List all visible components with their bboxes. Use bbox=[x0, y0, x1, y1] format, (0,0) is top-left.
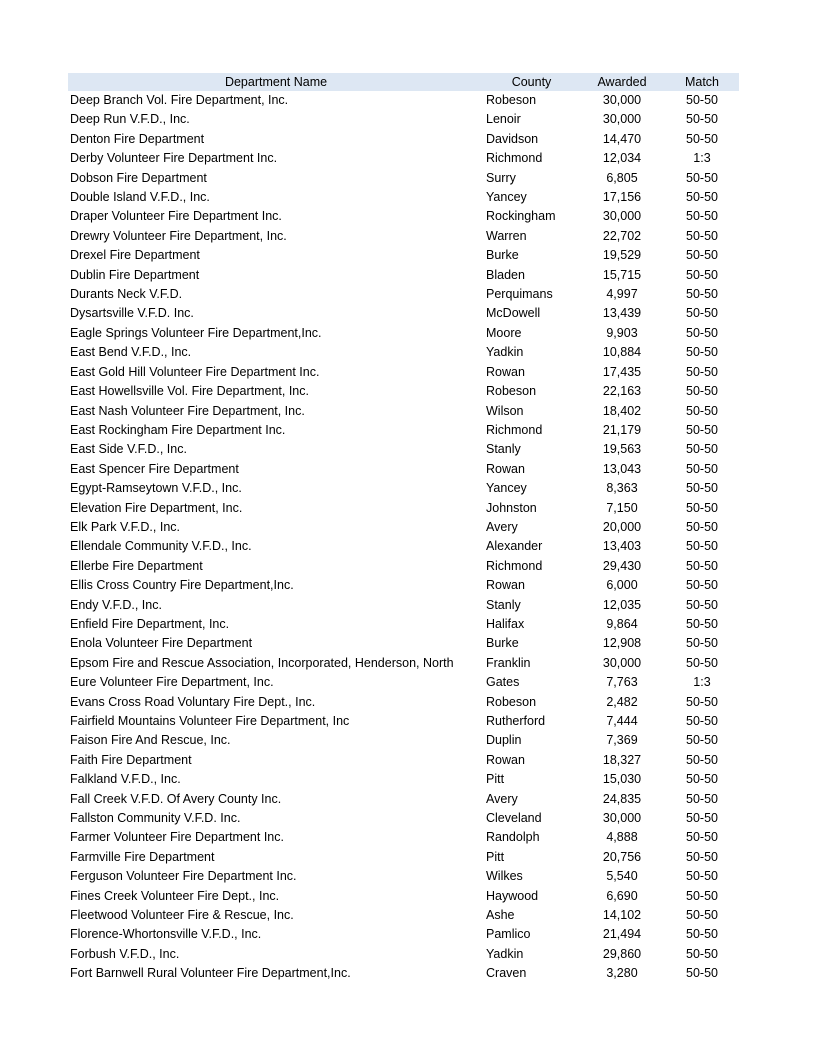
county-cell: Rowan bbox=[486, 461, 525, 476]
match-cell: 50-50 bbox=[686, 849, 718, 864]
table-row bbox=[68, 576, 739, 595]
header-awarded: Awarded bbox=[597, 75, 647, 89]
table-row bbox=[68, 499, 739, 518]
county-cell: Robeson bbox=[486, 694, 537, 709]
department-name-cell: Enola Volunteer Fire Department bbox=[70, 636, 253, 651]
table-row bbox=[68, 421, 739, 440]
table-row bbox=[68, 634, 739, 653]
department-name-cell: East Howellsville Vol. Fire Department, Inc. bbox=[70, 384, 309, 399]
match-cell: 50-50 bbox=[686, 655, 718, 670]
match-cell: 50-50 bbox=[686, 306, 718, 321]
table-row bbox=[68, 304, 739, 323]
match-cell: 50-50 bbox=[686, 539, 718, 554]
awarded-cell: 30,000 bbox=[602, 93, 642, 107]
county-cell: Duplin bbox=[486, 733, 522, 748]
department-name-cell: Eagle Springs Volunteer Fire Department,Inc. bbox=[70, 325, 322, 340]
match-cell: 50-50 bbox=[686, 966, 718, 981]
match-cell: 50-50 bbox=[686, 267, 718, 282]
table-row bbox=[68, 654, 739, 673]
table-row bbox=[68, 91, 739, 110]
county-cell: Rowan bbox=[486, 364, 525, 379]
county-cell: Craven bbox=[486, 966, 527, 981]
county-cell: Davidson bbox=[486, 131, 539, 146]
awarded-cell: 6,690 bbox=[606, 888, 638, 903]
county-cell: Moore bbox=[486, 325, 522, 340]
county-cell: Yancey bbox=[486, 190, 527, 205]
county-cell: Gates bbox=[486, 675, 520, 690]
department-name-cell: East Bend V.F.D., Inc. bbox=[70, 345, 192, 360]
table-row bbox=[68, 673, 739, 692]
table-row bbox=[68, 867, 739, 886]
table-row bbox=[68, 731, 739, 750]
match-cell: 50-50 bbox=[686, 830, 718, 845]
table-row bbox=[68, 110, 739, 129]
table-row bbox=[68, 130, 739, 149]
department-name-cell: Evans Cross Road Voluntary Fire Dept., Inc. bbox=[70, 694, 316, 709]
awarded-cell: 30,000 bbox=[602, 811, 642, 826]
match-cell: 50-50 bbox=[686, 733, 718, 748]
department-name-cell: Fort Barnwell Rural Volunteer Fire Department,Inc. bbox=[70, 966, 351, 981]
header-row bbox=[68, 73, 739, 91]
department-name-cell: Falkland V.F.D., Inc. bbox=[70, 772, 181, 787]
department-name-cell: Drexel Fire Department bbox=[70, 248, 200, 263]
match-cell: 50-50 bbox=[686, 869, 718, 884]
awarded-cell: 4,888 bbox=[606, 830, 638, 845]
table-row bbox=[68, 343, 739, 362]
awarded-cell: 15,030 bbox=[602, 772, 642, 787]
department-name-cell: Farmville Fire Department bbox=[70, 849, 215, 864]
table-row bbox=[68, 169, 739, 188]
match-cell: 50-50 bbox=[686, 597, 718, 612]
awarded-cell: 30,000 bbox=[602, 655, 642, 670]
match-cell: 50-50 bbox=[686, 772, 718, 787]
county-cell: Alexander bbox=[486, 539, 543, 554]
awarded-cell: 22,163 bbox=[602, 384, 642, 399]
awarded-cell: 15,715 bbox=[602, 267, 642, 282]
match-cell: 50-50 bbox=[686, 112, 718, 127]
county-cell: Perquimans bbox=[486, 287, 553, 302]
awarded-cell: 18,402 bbox=[602, 403, 642, 418]
table-row bbox=[68, 906, 739, 925]
match-cell: 50-50 bbox=[686, 209, 718, 224]
department-name-cell: Draper Volunteer Fire Department Inc. bbox=[70, 209, 282, 224]
table-row bbox=[68, 770, 739, 789]
county-cell: Wilkes bbox=[486, 869, 523, 884]
county-cell: Rowan bbox=[486, 752, 525, 767]
awarded-cell: 7,763 bbox=[606, 675, 638, 690]
awarded-cell: 30,000 bbox=[602, 209, 642, 224]
awarded-cell: 18,327 bbox=[602, 752, 642, 767]
match-cell: 50-50 bbox=[686, 616, 718, 631]
table-body bbox=[68, 91, 739, 984]
table-row bbox=[68, 887, 739, 906]
awarded-cell: 12,908 bbox=[602, 636, 642, 651]
awarded-cell: 8,363 bbox=[606, 481, 638, 496]
awarded-cell: 10,884 bbox=[602, 345, 642, 360]
county-cell: Richmond bbox=[486, 151, 543, 166]
department-name-cell: Endy V.F.D., Inc. bbox=[70, 597, 162, 612]
table-row bbox=[68, 790, 739, 809]
county-cell: Burke bbox=[486, 248, 519, 263]
table-row bbox=[68, 964, 739, 983]
match-cell: 50-50 bbox=[686, 403, 718, 418]
county-cell: Franklin bbox=[486, 655, 531, 670]
table-row bbox=[68, 479, 739, 498]
county-cell: Yadkin bbox=[486, 946, 524, 961]
county-cell: Lenoir bbox=[486, 112, 521, 127]
department-name-cell: Fines Creek Volunteer Fire Dept., Inc. bbox=[70, 888, 280, 903]
awarded-cell: 3,280 bbox=[606, 966, 638, 981]
county-cell: Robeson bbox=[486, 93, 537, 107]
department-name-cell: Deep Run V.F.D., Inc. bbox=[70, 112, 190, 127]
awarded-cell: 19,529 bbox=[602, 248, 642, 263]
department-name-cell: Forbush V.F.D., Inc. bbox=[70, 946, 180, 961]
awarded-cell: 7,150 bbox=[606, 500, 638, 515]
county-cell: Randolph bbox=[486, 830, 540, 845]
department-name-cell: Durants Neck V.F.D. bbox=[70, 287, 183, 302]
county-cell: Yancey bbox=[486, 481, 527, 496]
table-row bbox=[68, 809, 739, 828]
county-cell: Cleveland bbox=[486, 811, 542, 826]
county-cell: Yadkin bbox=[486, 345, 524, 360]
awarded-cell: 4,997 bbox=[606, 287, 638, 302]
match-cell: 50-50 bbox=[686, 811, 718, 826]
table-header bbox=[68, 73, 739, 91]
awarded-cell: 7,444 bbox=[606, 714, 638, 728]
county-cell: Stanly bbox=[486, 597, 521, 612]
table-row bbox=[68, 693, 739, 712]
department-name-cell: Elk Park V.F.D., Inc. bbox=[70, 519, 180, 534]
match-cell: 50-50 bbox=[686, 519, 718, 534]
county-cell: Bladen bbox=[486, 267, 525, 282]
department-name-cell: Drewry Volunteer Fire Department, Inc. bbox=[70, 228, 287, 243]
awarded-cell: 29,430 bbox=[602, 558, 642, 573]
match-cell: 50-50 bbox=[686, 946, 718, 961]
department-name-cell: Dobson Fire Department bbox=[70, 170, 207, 185]
department-name-cell: Fall Creek V.F.D. Of Avery County Inc. bbox=[70, 791, 282, 806]
department-name-cell: Fleetwood Volunteer Fire & Rescue, Inc. bbox=[70, 908, 294, 923]
awarded-cell: 21,179 bbox=[602, 422, 642, 437]
department-name-cell: Derby Volunteer Fire Department Inc. bbox=[70, 151, 278, 166]
department-name-cell: Enfield Fire Department, Inc. bbox=[70, 616, 230, 631]
match-cell: 50-50 bbox=[686, 694, 718, 709]
match-cell: 50-50 bbox=[686, 384, 718, 399]
table-row bbox=[68, 324, 739, 343]
header-department-name: Department Name bbox=[224, 75, 328, 89]
table-row bbox=[68, 382, 739, 401]
match-cell: 50-50 bbox=[686, 500, 718, 515]
header-match: Match bbox=[684, 75, 720, 89]
department-name-cell: Ferguson Volunteer Fire Department Inc. bbox=[70, 869, 297, 884]
awarded-cell: 17,435 bbox=[602, 364, 642, 379]
match-cell: 1:3 bbox=[693, 675, 711, 690]
table-row bbox=[68, 402, 739, 421]
table-row bbox=[68, 945, 739, 964]
match-cell: 1:3 bbox=[693, 151, 711, 166]
awarded-cell: 14,102 bbox=[602, 908, 642, 923]
department-name-cell: Ellis Cross Country Fire Department,Inc. bbox=[70, 578, 294, 593]
awarded-cell: 17,156 bbox=[602, 190, 642, 205]
table-row bbox=[68, 246, 739, 265]
table-row bbox=[68, 518, 739, 537]
match-cell: 50-50 bbox=[686, 636, 718, 651]
department-name-cell: East Side V.F.D., Inc. bbox=[70, 442, 187, 457]
match-cell: 50-50 bbox=[686, 228, 718, 243]
awarded-cell: 13,403 bbox=[602, 539, 642, 554]
match-cell: 50-50 bbox=[686, 325, 718, 340]
county-cell: Rutherford bbox=[486, 714, 546, 728]
table-row bbox=[68, 828, 739, 847]
match-cell: 50-50 bbox=[686, 442, 718, 457]
match-cell: 50-50 bbox=[686, 190, 718, 205]
awarded-cell: 6,000 bbox=[606, 578, 638, 593]
awarded-cell: 19,563 bbox=[602, 442, 642, 457]
awarded-cell: 12,035 bbox=[602, 597, 642, 612]
awarded-cell: 12,034 bbox=[602, 151, 642, 166]
match-cell: 50-50 bbox=[686, 248, 718, 263]
match-cell: 50-50 bbox=[686, 752, 718, 767]
match-cell: 50-50 bbox=[686, 578, 718, 593]
match-cell: 50-50 bbox=[686, 791, 718, 806]
table-row bbox=[68, 285, 739, 304]
match-cell: 50-50 bbox=[686, 345, 718, 360]
awarded-cell: 14,470 bbox=[602, 131, 642, 146]
department-name-cell: Eure Volunteer Fire Department, Inc. bbox=[70, 675, 274, 690]
county-cell: Stanly bbox=[486, 442, 521, 457]
department-name-cell: East Gold Hill Volunteer Fire Department Inc. bbox=[70, 364, 320, 379]
match-cell: 50-50 bbox=[686, 93, 718, 107]
match-cell: 50-50 bbox=[686, 131, 718, 146]
department-name-cell: Faison Fire And Rescue, Inc. bbox=[70, 733, 231, 748]
department-name-cell: Dublin Fire Department bbox=[70, 267, 200, 282]
department-name-cell: Florence-Whortonsville V.F.D., Inc. bbox=[70, 927, 262, 942]
awarded-cell: 20,756 bbox=[602, 849, 642, 864]
department-name-cell: East Rockingham Fire Department Inc. bbox=[70, 422, 286, 437]
awarded-cell: 21,494 bbox=[602, 927, 642, 942]
awarded-cell: 9,903 bbox=[606, 325, 638, 340]
county-cell: Richmond bbox=[486, 422, 543, 437]
county-cell: Wilson bbox=[486, 403, 524, 418]
department-name-cell: Egypt-Ramseytown V.F.D., Inc. bbox=[70, 481, 242, 496]
department-name-cell: Fairfield Mountains Volunteer Fire Department, Inc bbox=[70, 714, 350, 728]
match-cell: 50-50 bbox=[686, 908, 718, 923]
match-cell: 50-50 bbox=[686, 888, 718, 903]
department-name-cell: Denton Fire Department bbox=[70, 131, 205, 146]
county-cell: Richmond bbox=[486, 558, 543, 573]
department-name-cell: Faith Fire Department bbox=[70, 752, 192, 767]
county-cell: Rockingham bbox=[486, 209, 556, 224]
table-row bbox=[68, 363, 739, 382]
awarded-cell: 29,860 bbox=[602, 946, 642, 961]
table-row bbox=[68, 266, 739, 285]
county-cell: Surry bbox=[486, 170, 516, 185]
department-name-cell: East Spencer Fire Department bbox=[70, 461, 239, 476]
department-name-cell: Deep Branch Vol. Fire Department, Inc. bbox=[70, 93, 289, 107]
match-cell: 50-50 bbox=[686, 422, 718, 437]
table-row bbox=[68, 149, 739, 168]
table-row bbox=[68, 557, 739, 576]
awards-sheet bbox=[68, 73, 739, 984]
county-cell: McDowell bbox=[486, 306, 541, 321]
awarded-cell: 2,482 bbox=[606, 694, 638, 709]
county-cell: Avery bbox=[486, 791, 518, 806]
awarded-cell: 7,369 bbox=[606, 733, 638, 748]
county-cell: Pitt bbox=[486, 849, 505, 864]
department-name-cell: Ellerbe Fire Department bbox=[70, 558, 203, 573]
table-row bbox=[68, 712, 739, 731]
department-name-cell: Fallston Community V.F.D. Inc. bbox=[70, 811, 241, 826]
match-cell: 50-50 bbox=[686, 170, 718, 185]
department-name-cell: Dysartsville V.F.D. Inc. bbox=[70, 306, 194, 321]
department-name-cell: Elevation Fire Department, Inc. bbox=[70, 500, 243, 515]
table-row bbox=[68, 207, 739, 226]
awarded-cell: 5,540 bbox=[606, 869, 638, 884]
table-row bbox=[68, 615, 739, 634]
awards-table bbox=[68, 73, 739, 984]
match-cell: 50-50 bbox=[686, 481, 718, 496]
table-row bbox=[68, 925, 739, 944]
match-cell: 50-50 bbox=[686, 287, 718, 302]
county-cell: Pamlico bbox=[486, 927, 531, 942]
county-cell: Halifax bbox=[486, 616, 525, 631]
header-county: County bbox=[511, 75, 552, 89]
awarded-cell: 13,439 bbox=[602, 306, 642, 321]
county-cell: Haywood bbox=[486, 888, 539, 903]
department-name-cell: Farmer Volunteer Fire Department Inc. bbox=[70, 830, 284, 845]
awarded-cell: 6,805 bbox=[606, 170, 638, 185]
county-cell: Pitt bbox=[486, 772, 505, 787]
awarded-cell: 30,000 bbox=[602, 112, 642, 127]
department-name-cell: Epsom Fire and Rescue Association, Incorporated, Henderson, North bbox=[70, 655, 454, 670]
county-cell: Ashe bbox=[486, 908, 515, 923]
table-row bbox=[68, 227, 739, 246]
department-name-cell: East Nash Volunteer Fire Department, Inc. bbox=[70, 403, 305, 418]
match-cell: 50-50 bbox=[686, 364, 718, 379]
county-cell: Warren bbox=[486, 228, 527, 243]
match-cell: 50-50 bbox=[686, 461, 718, 476]
table-row bbox=[68, 188, 739, 207]
table-row bbox=[68, 440, 739, 459]
awarded-cell: 9,864 bbox=[606, 616, 638, 631]
table-row bbox=[68, 460, 739, 479]
table-row bbox=[68, 848, 739, 867]
awarded-cell: 24,835 bbox=[602, 791, 642, 806]
county-cell: Robeson bbox=[486, 384, 537, 399]
awarded-cell: 22,702 bbox=[602, 228, 642, 243]
table-row bbox=[68, 596, 739, 615]
awarded-cell: 20,000 bbox=[602, 519, 642, 534]
table-row bbox=[68, 537, 739, 556]
match-cell: 50-50 bbox=[686, 558, 718, 573]
county-cell: Johnston bbox=[486, 500, 537, 515]
department-name-cell: Double Island V.F.D., Inc. bbox=[70, 190, 210, 205]
department-name-cell: Ellendale Community V.F.D., Inc. bbox=[70, 539, 252, 554]
county-cell: Avery bbox=[486, 519, 518, 534]
match-cell: 50-50 bbox=[686, 927, 718, 942]
match-cell: 50-50 bbox=[686, 714, 718, 728]
table-row bbox=[68, 751, 739, 770]
awarded-cell: 13,043 bbox=[602, 461, 642, 476]
county-cell: Burke bbox=[486, 636, 519, 651]
county-cell: Rowan bbox=[486, 578, 525, 593]
